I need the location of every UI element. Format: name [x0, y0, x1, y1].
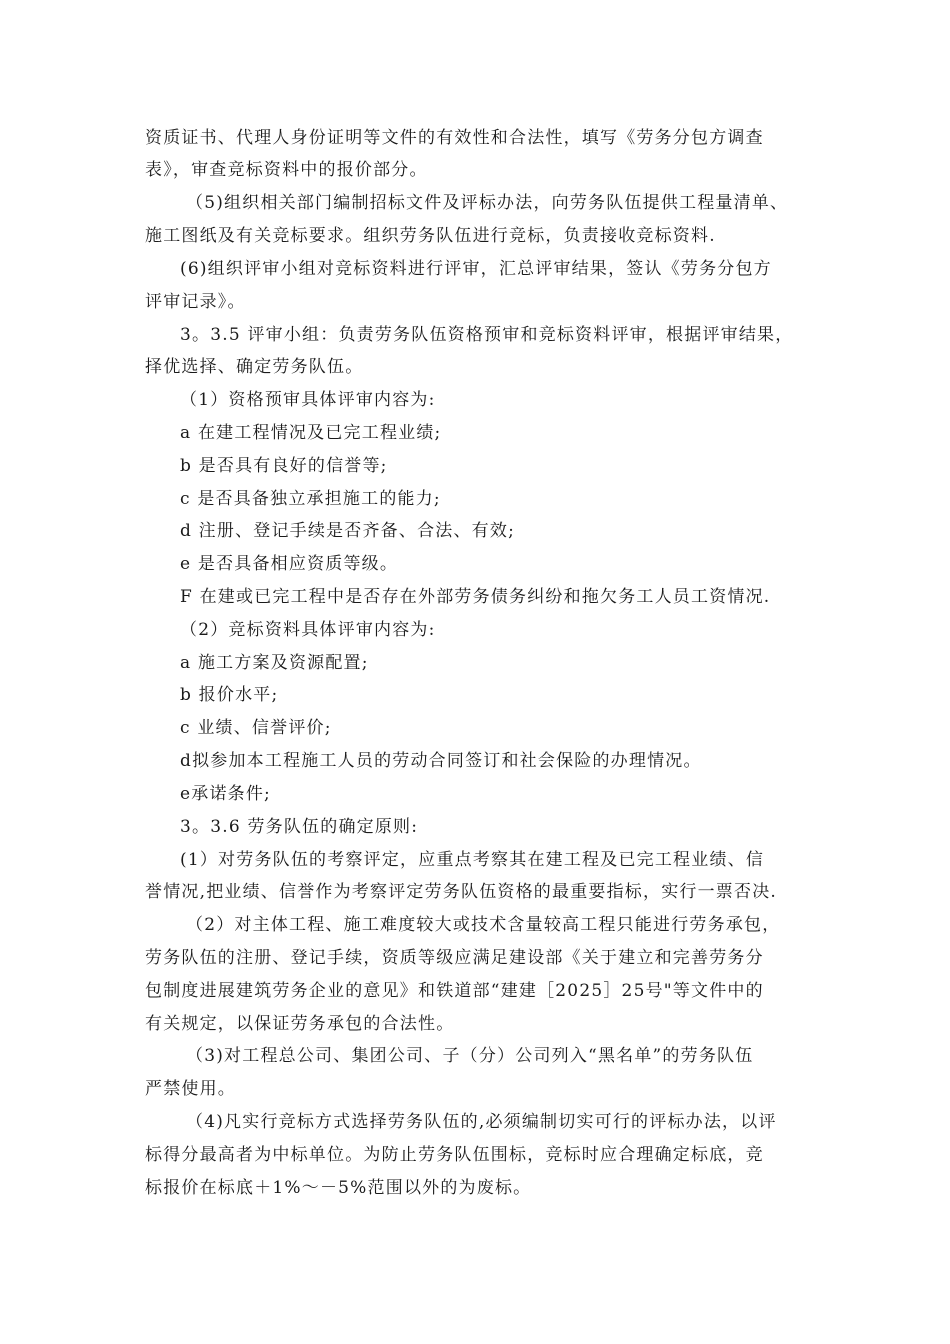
text-line: 包制度进展建筑劳务企业的意见》和铁道部“建建［2025］25号"等文件中的: [145, 981, 764, 1001]
text-line: e 是否具备相应资质等级。: [180, 554, 399, 574]
text-line: F 在建或已完工程中是否存在外部劳务债务纠纷和拖欠务工人员工资情况.: [180, 587, 771, 607]
text-line: b 是否具有良好的信誉等;: [180, 456, 388, 476]
text-line: （4)凡实行竞标方式选择劳务队伍的,必须编制切实可行的评标办法，以评: [186, 1112, 777, 1132]
text-line: d拟参加本工程施工人员的劳动合同签订和社会保险的办理情况。: [180, 751, 702, 771]
text-line: 表》，审查竞标资料中的报价部分。: [145, 160, 428, 180]
text-line: c 业绩、信誉评价;: [180, 718, 332, 738]
text-line: a 施工方案及资源配置;: [180, 653, 369, 673]
text-line: a 在建工程情况及已完工程业绩;: [180, 423, 442, 443]
text-line: （3)对工程总公司、集团公司、子（分）公司列入“黑名单”的劳务队伍: [186, 1046, 754, 1066]
text-line: (6)组织评审小组对竞标资料进行评审，汇总评审结果，签认《劳务分包方: [180, 259, 772, 279]
text-line: 有关规定，以保证劳务承包的合法性。: [145, 1014, 455, 1034]
text-line: 施工图纸及有关竞标要求。组织劳务队伍进行竞标，负责接收竞标资料.: [145, 226, 716, 246]
text-line: d 注册、登记手续是否齐备、合法、有效;: [180, 521, 516, 541]
text-line: 劳务队伍的注册、登记手续，资质等级应满足建设部《关于建立和完善劳务分: [145, 948, 764, 968]
text-line: 3。3.5 评审小组：负责劳务队伍资格预审和竞标资料评审，根据评审结果，: [180, 325, 794, 345]
text-line: 严禁使用。: [145, 1079, 236, 1099]
text-line: （2）对主体工程、施工难度较大或技术含量较高工程只能进行劳务承包，: [186, 915, 781, 935]
text-line: （2）竞标资料具体评审内容为:: [180, 620, 436, 640]
text-line: （5)组织相关部门编制招标文件及评标办法，向劳务队伍提供工程量清单、: [186, 193, 789, 213]
text-line: b 报价水平;: [180, 685, 279, 705]
text-line: 评审记录》。: [145, 292, 246, 312]
text-line: 誉情况,把业绩、信誉作为考察评定劳务队伍资格的最重要指标，实行一票否决.: [145, 882, 778, 902]
text-line: 资质证书、代理人身份证明等文件的有效性和合法性，填写《劳务分包方调查: [145, 128, 764, 148]
text-line: （1）资格预审具体评审内容为:: [180, 390, 436, 410]
text-line: (1）对劳务队伍的考察评定，应重点考察其在建工程及已完工程业绩、信: [180, 850, 765, 870]
text-line: 标得分最高者为中标单位。为防止劳务队伍围标，竞标时应合理确定标底，竞: [145, 1145, 764, 1165]
text-line: e承诺条件;: [180, 784, 271, 804]
text-line: c 是否具备独立承担施工的能力;: [180, 489, 441, 509]
text-line: 择优选择、确定劳务队伍。: [145, 357, 364, 377]
text-line: 标报价在标底＋1%～－5%范围以外的为废标。: [145, 1178, 532, 1198]
text-line: 3。3.6 劳务队伍的确定原则:: [180, 817, 419, 837]
